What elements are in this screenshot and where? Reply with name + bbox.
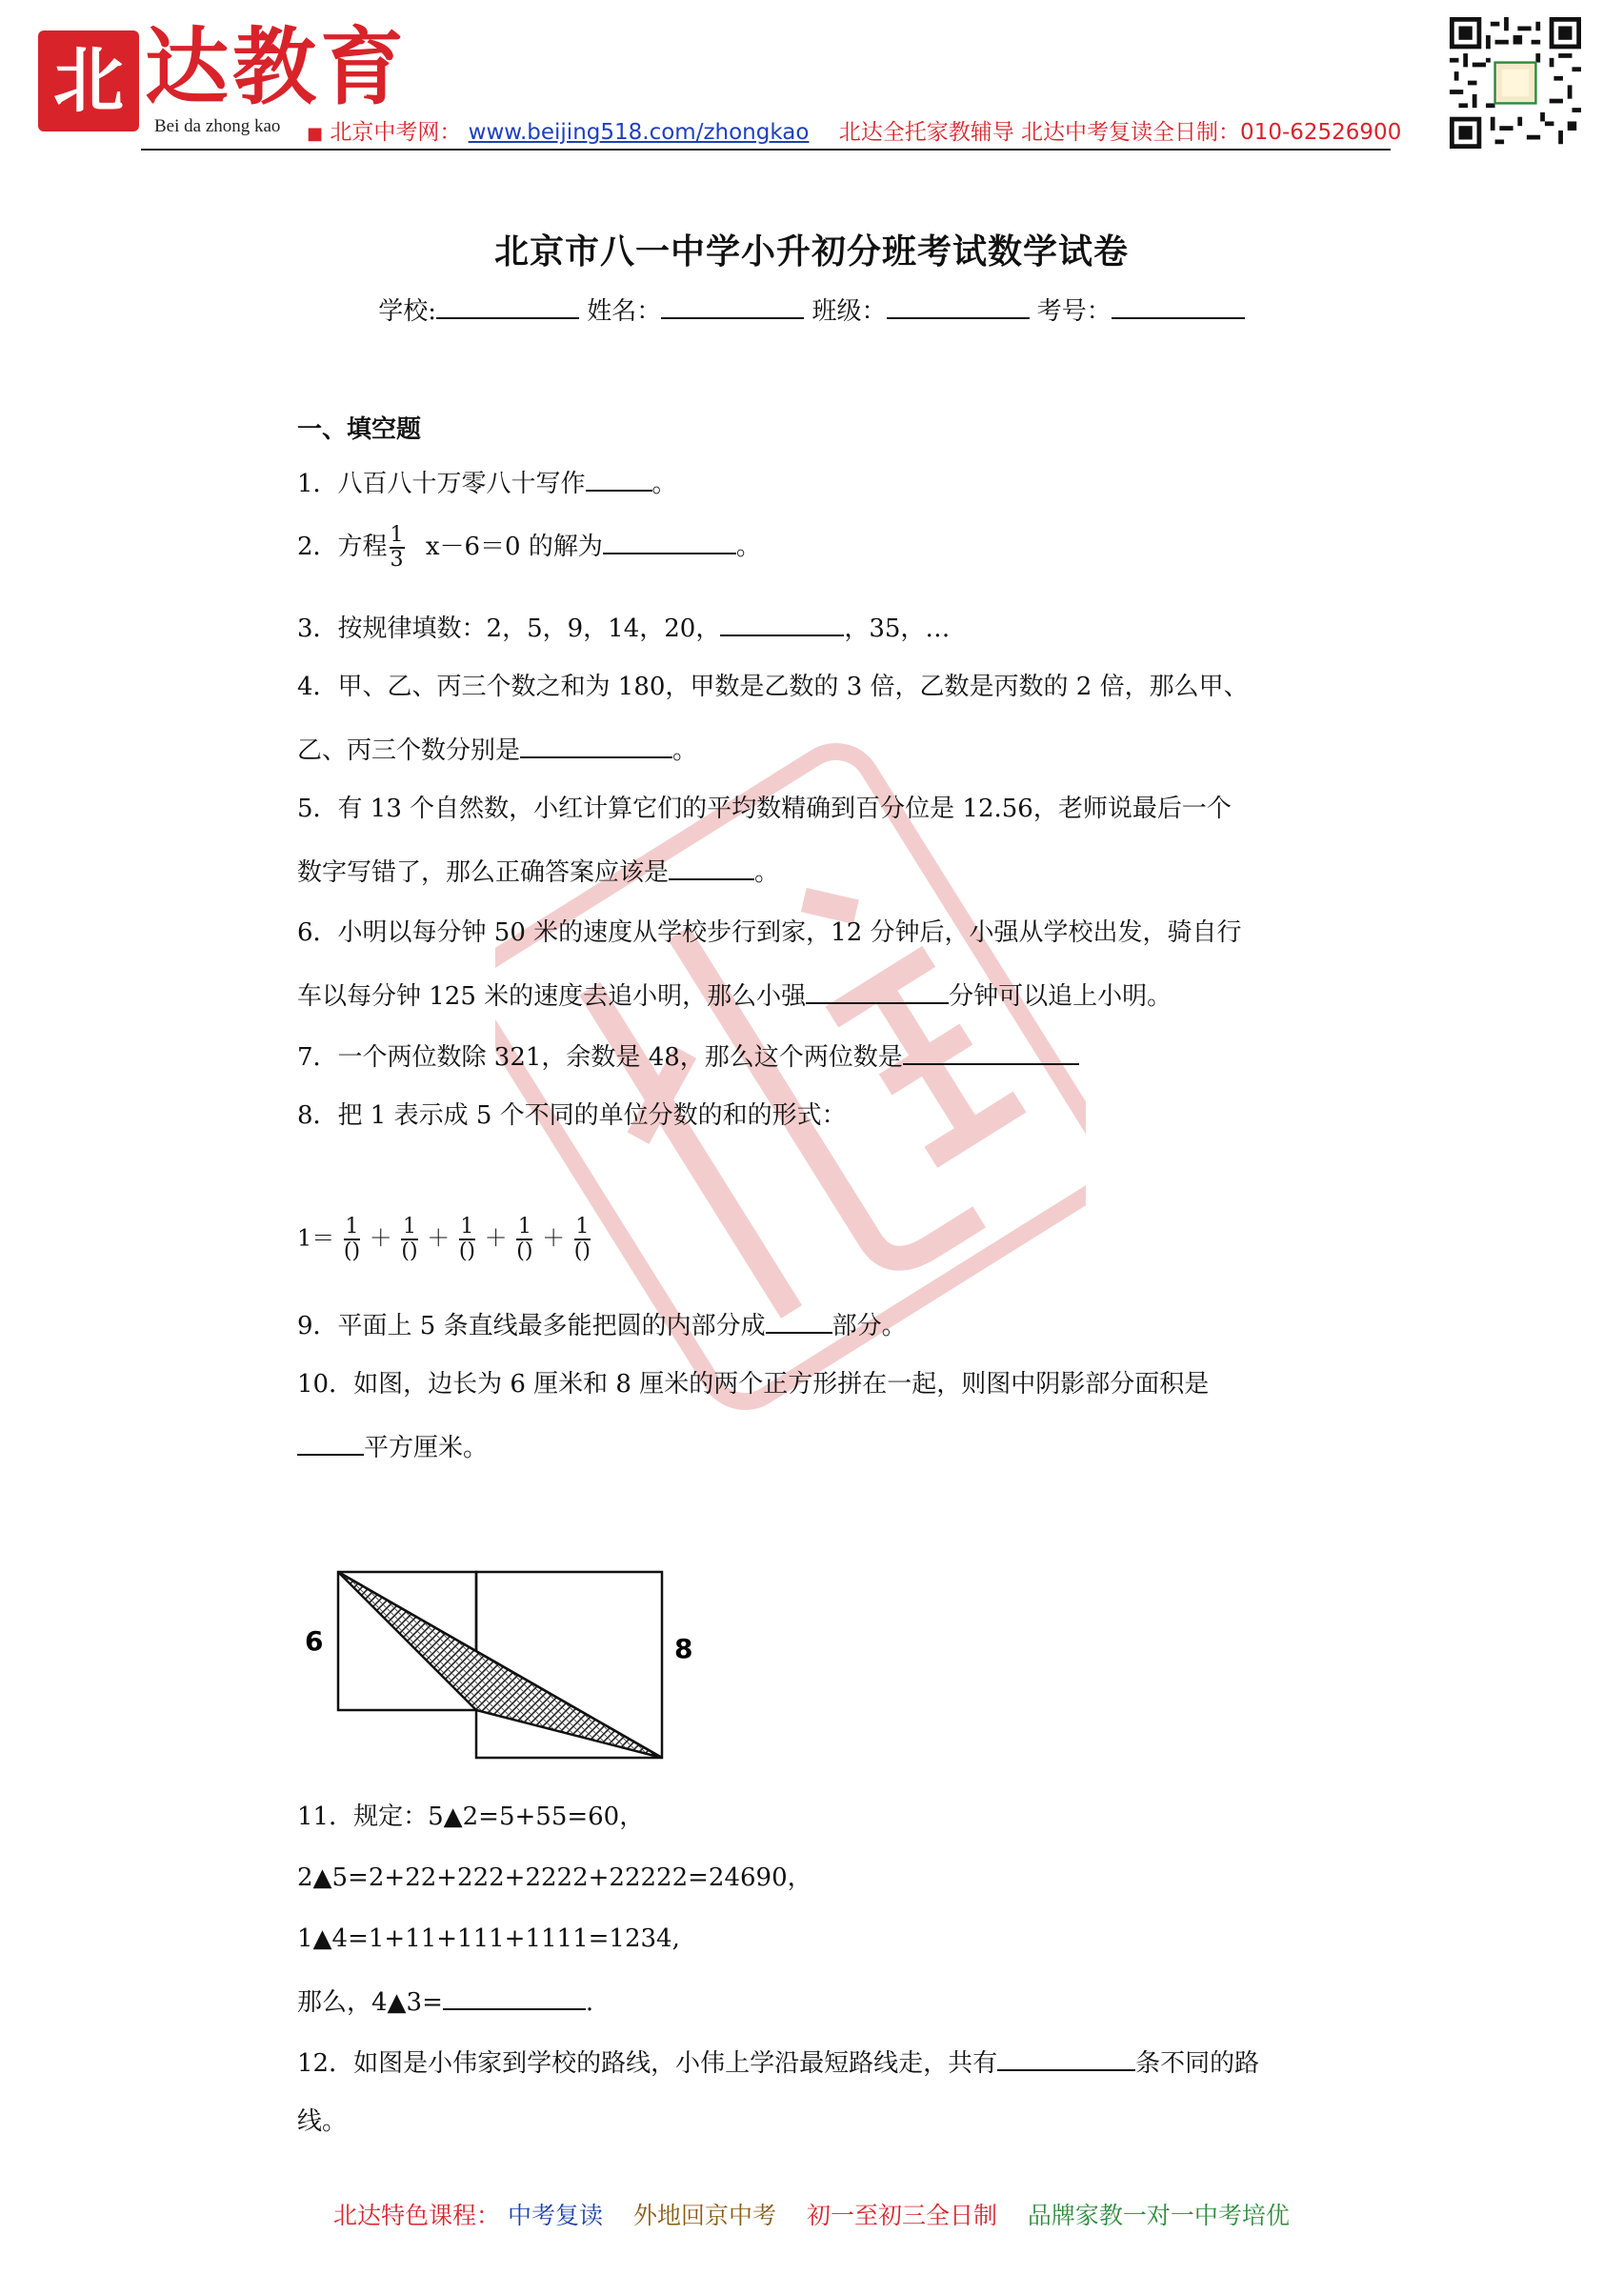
q10-label-8: 8 xyxy=(674,1633,693,1664)
q6-blank[interactable] xyxy=(806,981,949,1004)
q3-text: 3．按规律填数：2，5，9，14，20， xyxy=(297,614,721,643)
q4-end: 。 xyxy=(672,736,698,765)
question-6-line-2 xyxy=(297,981,1172,1009)
section-heading: 一、填空题 xyxy=(297,415,422,444)
q5-text: 数字写错了，那么正确答案应该是 xyxy=(297,858,670,887)
q8-numerator: 1 xyxy=(402,1215,416,1239)
q12-blank[interactable] xyxy=(997,2048,1135,2071)
bullet-icon: ■ xyxy=(307,124,324,144)
question-1 xyxy=(297,469,677,496)
header-info xyxy=(307,114,1401,146)
q8-plus: ＋ xyxy=(484,1224,508,1252)
school-blank[interactable] xyxy=(436,294,579,319)
q9-end: 部分。 xyxy=(832,1312,907,1340)
q9-text: 9．平面上 5 条直线最多能把圆的内部分成 xyxy=(297,1312,766,1340)
question-7 xyxy=(297,1042,1079,1070)
q6-end: 分钟可以追上小明。 xyxy=(949,982,1172,1011)
question-11-line-3: 1▲4=1+11+111+1111=1234, xyxy=(297,1924,680,1953)
q8-fraction-2 xyxy=(401,1216,417,1263)
q5-blank[interactable] xyxy=(669,857,754,880)
school-label: 学校: xyxy=(378,297,436,326)
question-4-line-1: 4．甲、乙、丙三个数之和为 180，甲数是乙数的 3 倍，乙数是丙数的 2 倍，那么甲、 xyxy=(297,673,1249,701)
site-label: 北京中考网： xyxy=(330,120,462,145)
site-link[interactable]: www.beijing518.com/zhongkao xyxy=(468,120,810,145)
question-5-line-1: 5．有 13 个自然数，小红计算它们的平均数精确到百分位是 12.56，老师说最后一个 xyxy=(297,795,1232,823)
q10-blank[interactable] xyxy=(297,1433,364,1456)
q9-blank[interactable] xyxy=(766,1311,832,1334)
q8-plus: ＋ xyxy=(542,1224,566,1252)
question-8-equation xyxy=(297,1216,592,1263)
q8-plus: ＋ xyxy=(369,1224,392,1252)
question-11-line-1: 11．规定：5▲2=5+55=60， xyxy=(297,1803,645,1831)
footer-label: 北达特色课程： xyxy=(333,2202,501,2229)
q1-blank[interactable] xyxy=(586,469,652,492)
promo-text: 北达全托家教辅导 北达中考复读全日制：010-62526900 xyxy=(838,120,1402,145)
q8-denominator-blank[interactable]: () xyxy=(458,1239,475,1264)
q2-denominator: 3 xyxy=(390,548,404,573)
q7-text: 7．一个两位数除 321，余数是 48，那么这个两位数是 xyxy=(297,1043,903,1072)
question-11-line-2: 2▲5=2+22+222+2222+22222=24690， xyxy=(297,1863,812,1892)
logo-subtitle: Bei da zhong kao xyxy=(154,116,281,136)
exam-no-blank[interactable] xyxy=(1112,294,1245,319)
question-8: 8．把 1 表示成 5 个不同的单位分数的和的形式： xyxy=(297,1101,847,1130)
q7-blank[interactable] xyxy=(903,1042,1079,1065)
q2-fraction xyxy=(390,524,405,572)
q8-numerator: 1 xyxy=(345,1215,359,1239)
q8-plus: ＋ xyxy=(427,1224,451,1252)
question-3 xyxy=(297,614,950,641)
question-12-line-2: 线。 xyxy=(297,2107,348,2136)
q2-end: 。 xyxy=(735,533,761,562)
header-divider xyxy=(141,149,1391,151)
q8-denominator-blank[interactable]: () xyxy=(516,1239,533,1264)
q6-text: 车以每分钟 125 米的速度去追小明，那么小强 xyxy=(297,982,807,1011)
footer-courses xyxy=(0,2197,1623,2231)
q4-text: 乙、丙三个数分别是 xyxy=(297,736,521,765)
footer-course-1: 中考复读 xyxy=(508,2202,604,2229)
q8-lhs: 1＝ xyxy=(297,1224,335,1252)
question-10-line-1: 10．如图，边长为 6 厘米和 8 厘米的两个正方形拼在一起，则图中阴影部分面积是 xyxy=(297,1370,1210,1399)
logo-mark: 北 xyxy=(38,30,139,131)
q8-fraction-1 xyxy=(344,1216,360,1263)
q8-numerator: 1 xyxy=(517,1215,531,1239)
q8-numerator: 1 xyxy=(460,1215,474,1239)
q4-blank[interactable] xyxy=(520,735,672,758)
question-9 xyxy=(297,1311,907,1339)
q1-text: 1．八百八十万零八十写作 xyxy=(297,470,586,498)
q2-blank[interactable] xyxy=(603,532,736,554)
qr-code-icon xyxy=(1450,17,1581,149)
class-blank[interactable] xyxy=(887,294,1030,319)
q10-end: 平方厘米。 xyxy=(364,1434,489,1462)
student-info-row xyxy=(0,292,1623,327)
footer-course-4: 品牌家教一对一中考培优 xyxy=(1027,2202,1290,2229)
logo-text: 达教育 xyxy=(145,17,409,116)
q8-denominator-blank[interactable]: () xyxy=(573,1239,591,1264)
q10-label-6: 6 xyxy=(305,1625,324,1657)
q11-text: 那么，4▲3= xyxy=(297,1988,443,2017)
q2-equation: x－6＝0 的解为 xyxy=(425,533,603,562)
q2-numerator: 1 xyxy=(390,523,404,547)
footer-course-3: 初一至初三全日制 xyxy=(806,2202,997,2229)
question-10-line-2 xyxy=(297,1433,488,1460)
name-blank[interactable] xyxy=(661,294,804,319)
footer-course-2: 外地回京中考 xyxy=(632,2202,776,2229)
q11-end: . xyxy=(585,1988,594,2017)
question-2 xyxy=(297,524,761,572)
q1-end: 。 xyxy=(651,470,677,498)
exam-no-label: 考号： xyxy=(1036,297,1112,326)
q8-denominator-blank[interactable]: () xyxy=(401,1239,418,1264)
question-5-line-2 xyxy=(297,857,779,885)
q10-squares-figure xyxy=(295,1562,695,1764)
question-12-line-1 xyxy=(297,2048,1259,2076)
question-4-line-2 xyxy=(297,735,697,763)
question-6-line-1: 6．小明以每分钟 50 米的速度从学校步行到家，12 分钟后，小强从学校出发，骑自行 xyxy=(297,918,1242,947)
q8-numerator: 1 xyxy=(575,1215,590,1239)
q2-text: 2．方程 xyxy=(297,533,388,562)
class-label: 班级： xyxy=(812,297,887,326)
q12-text-end: 条不同的路 xyxy=(1135,2049,1260,2078)
name-label: 姓名： xyxy=(587,297,662,326)
page-title: 北京市八一中学小升初分班考试数学试卷 xyxy=(493,232,1129,272)
q8-fraction-5 xyxy=(574,1216,591,1263)
q12-text: 12．如图是小伟家到学校的路线，小伟上学沿最短路线走，共有 xyxy=(297,2049,998,2078)
q8-fraction-3 xyxy=(459,1216,475,1263)
q8-denominator-blank[interactable]: () xyxy=(343,1239,361,1264)
q3-blank[interactable] xyxy=(720,614,844,636)
q11-blank[interactable] xyxy=(443,1987,586,2010)
q8-fraction-4 xyxy=(516,1216,532,1263)
q3-end: ，35，… xyxy=(844,614,951,643)
q5-end: 。 xyxy=(754,858,780,887)
question-11-line-4 xyxy=(297,1987,593,2015)
